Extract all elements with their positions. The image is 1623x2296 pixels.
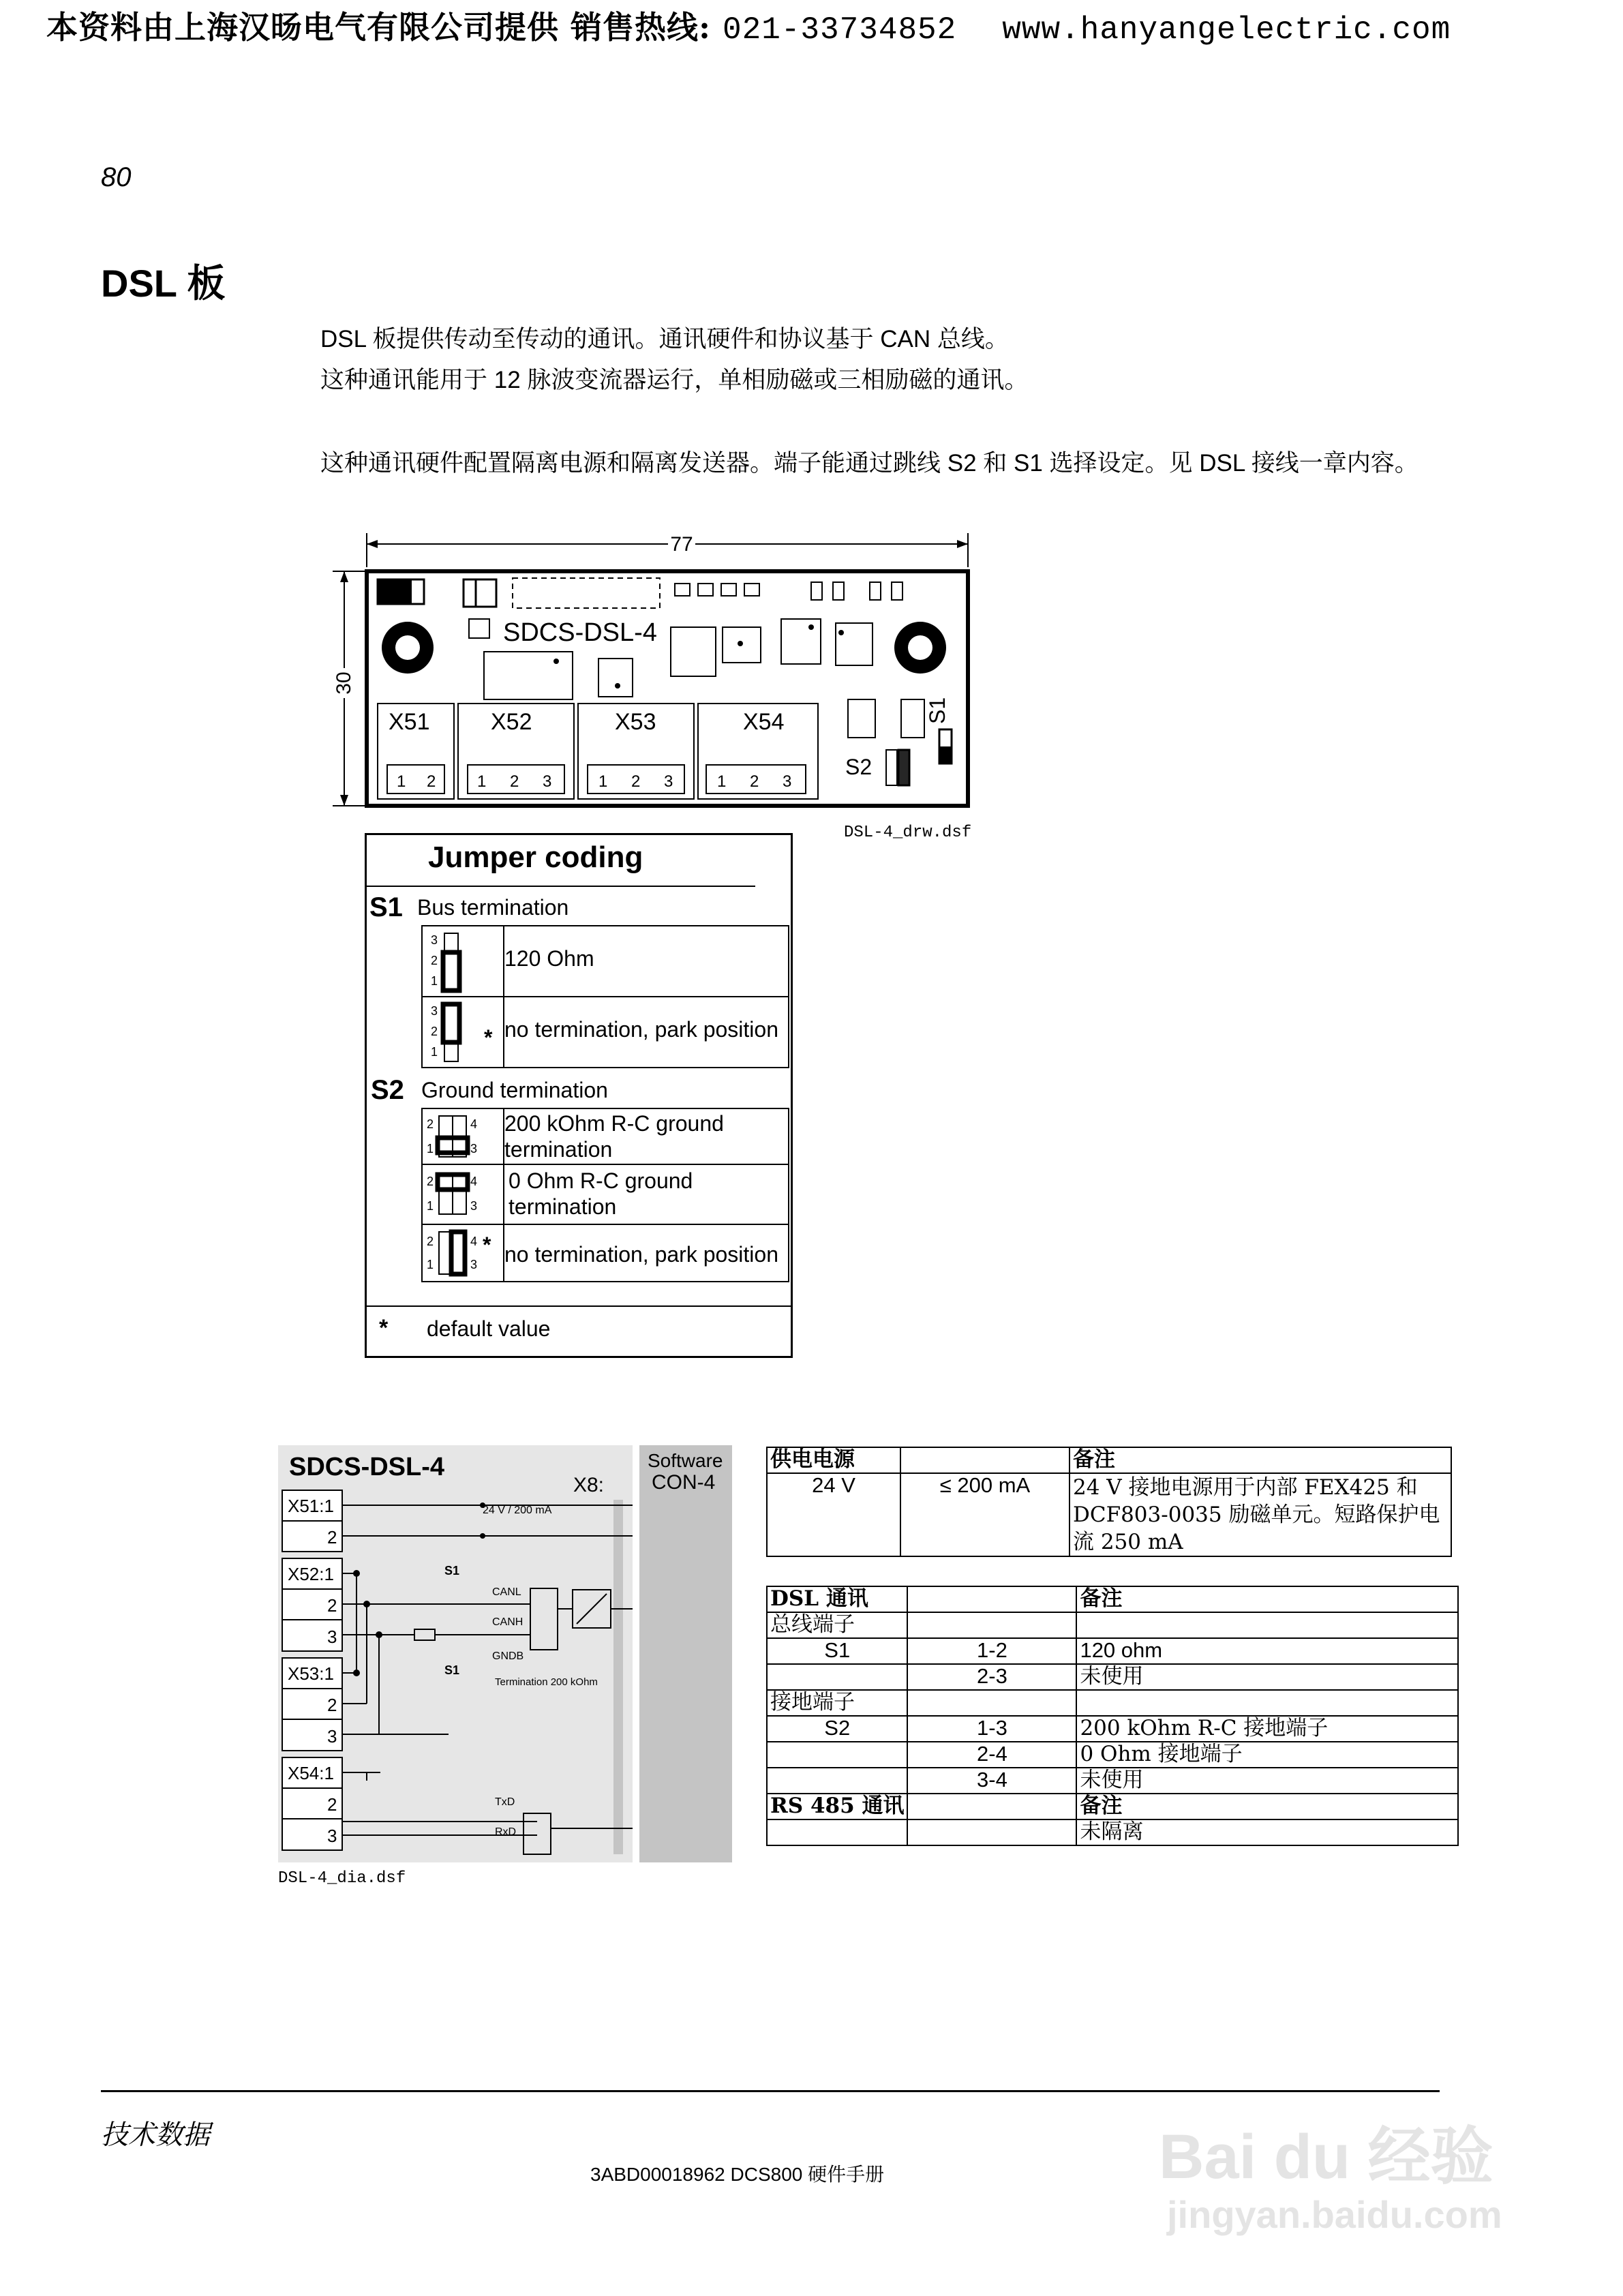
board-drawing: [320, 525, 988, 852]
table-row: S1 1-2 120 ohm: [767, 1638, 1458, 1664]
jumper-icon: [423, 1109, 503, 1165]
svg-text:2: 2: [631, 772, 641, 791]
svg-text:3: 3: [543, 772, 552, 791]
svg-text:2: 2: [427, 1175, 434, 1188]
table-row: 2-4 0 Ohm 接地端子: [767, 1742, 1458, 1768]
svg-text:1: 1: [427, 1199, 434, 1213]
footer-section: 技术数据: [101, 2120, 210, 2150]
svg-text:TxD: TxD: [495, 1796, 515, 1808]
s2-desc: Ground termination: [421, 1078, 608, 1102]
svg-text:Termination 200 kOhm: Termination 200 kOhm: [495, 1676, 598, 1688]
svg-text:1: 1: [397, 772, 406, 791]
svg-text:2: 2: [327, 1527, 337, 1547]
svg-text:2: 2: [327, 1695, 337, 1715]
svg-text:4: 4: [470, 1175, 478, 1188]
svg-text:S1: S1: [444, 1663, 460, 1677]
svg-text:S1: S1: [444, 1564, 460, 1577]
svg-text:2: 2: [510, 772, 519, 791]
svg-text:1: 1: [477, 772, 487, 791]
table-row: 3-4 未使用: [767, 1768, 1458, 1794]
svg-text:CANH: CANH: [492, 1616, 524, 1628]
paragraph-2: 这种通讯能用于 12 脉波变流器运行，单相励磁或三相励磁的通讯。: [320, 367, 1029, 393]
svg-text:GNDB: GNDB: [492, 1650, 524, 1662]
svg-text:3: 3: [327, 1726, 337, 1747]
svg-text:1: 1: [427, 1142, 434, 1155]
watermark-url: jingyan.baidu.com: [1167, 2193, 1502, 2236]
svg-text:1: 1: [598, 772, 608, 791]
dim-height: 30: [333, 671, 355, 695]
paragraph-3: 这种通讯硬件配置隔离电源和隔离发送器。端子能通过跳线 S2 和 S1 选择设定。见 DSL 接线一章内容。: [320, 450, 1419, 477]
con4-label: CON-4: [652, 1471, 716, 1494]
svg-text:3: 3: [327, 1627, 337, 1647]
connector-x51: X51: [389, 709, 430, 735]
svg-text:3: 3: [470, 1258, 478, 1271]
s1-option-120ohm: 3 2 1 120 Ohm: [421, 925, 789, 997]
jumper-icon: [423, 997, 503, 1068]
svg-text:3: 3: [470, 1142, 478, 1155]
jumper-coding-title: Jumper coding: [428, 841, 643, 874]
svg-text:1: 1: [427, 1258, 434, 1271]
svg-text:*: *: [483, 1233, 491, 1257]
svg-text:1: 1: [431, 974, 438, 988]
s2-option-200kohm: 2 1 4 3 200 kOhm R-C ground termination: [421, 1108, 789, 1165]
svg-text:CANL: CANL: [492, 1586, 521, 1598]
header-banner: [46, 3, 1451, 48]
svg-text:3: 3: [431, 1004, 438, 1018]
svg-text:3: 3: [783, 772, 792, 791]
section-title: DSL 板: [101, 262, 226, 305]
svg-text:*: *: [484, 1025, 493, 1050]
default-value-note: default value: [427, 1316, 551, 1341]
svg-text:RxD: RxD: [495, 1826, 517, 1838]
circuit-diagram-file: DSL-4_dia.dsf: [278, 1869, 406, 1888]
s1-option-park: 3 2 1 * no termination, park position: [421, 996, 789, 1068]
jumper-icon: [423, 926, 503, 997]
software-label: Software: [648, 1450, 723, 1471]
svg-text:X53:1: X53:1: [288, 1663, 334, 1684]
connector-x54: X54: [743, 709, 785, 735]
svg-text:2: 2: [427, 1117, 434, 1131]
jumper-icon: [423, 1225, 503, 1282]
svg-text:2: 2: [750, 772, 759, 791]
svg-text:2: 2: [327, 1794, 337, 1815]
s2-option-0ohm: 2 1 4 3 0 Ohm R-C ground termination: [421, 1164, 789, 1225]
connector-x53: X53: [615, 709, 656, 735]
s1-desc: Bus termination: [417, 895, 569, 920]
board-drawing-file: DSL-4_drw.dsf: [844, 824, 972, 842]
dim-width: 77: [670, 533, 693, 556]
watermark-logo: Bai du 经验: [1159, 2122, 1493, 2192]
svg-text:4: 4: [470, 1117, 478, 1131]
board-name: SDCS-DSL-4: [503, 618, 657, 647]
jumper-coding-box: Jumper coding S1 Bus termination 3 2 1 120 Ohm 3 2 1 * no termination, park position S2 Ground termination 2 1 4 3 200 kOhm R-C ground termination 2 1 4 3 0 Ohm R-C ground termination 2 1 4 3 * no termination, park position * default value: [365, 833, 793, 1358]
svg-text:4: 4: [470, 1235, 478, 1248]
footer-rule: [101, 2090, 1440, 2092]
svg-text:X51:1: X51:1: [288, 1496, 334, 1516]
s2-option-park: 2 1 4 3 * no termination, park position: [421, 1224, 789, 1282]
jumper-icon: [423, 1165, 503, 1225]
svg-text:X52:1: X52:1: [288, 1564, 334, 1584]
page-number: 80: [101, 162, 132, 192]
s1-board-label: S1: [925, 697, 950, 724]
s2-board-label: S2: [845, 755, 873, 779]
svg-text:3: 3: [664, 772, 673, 791]
x8-label: X8:: [573, 1474, 604, 1496]
svg-text:3: 3: [431, 933, 438, 947]
table-row: 2-3 未使用: [767, 1664, 1458, 1690]
svg-text:2: 2: [427, 772, 436, 791]
svg-text:2: 2: [431, 954, 438, 967]
diagram-title: SDCS-DSL-4: [289, 1453, 445, 1481]
header-company: 本资料由上海汉旸电气有限公司提供 销售热线:: [46, 9, 711, 46]
svg-text:3: 3: [327, 1826, 337, 1846]
svg-text:X54:1: X54:1: [288, 1763, 334, 1783]
svg-text:2: 2: [327, 1595, 337, 1616]
footer-doc-id: 3ABD00018962 DCS800 硬件手册: [590, 2164, 885, 2185]
header-phone: 021-33734852: [723, 12, 957, 48]
power-table: 供电电源 备注 24 V ≤ 200 mA 24 V 接地电源用于内部 FEX425 和 DCF803-0035 励磁单元。短路保护电流 250 mA: [766, 1447, 1452, 1557]
header-website: www.hanyangelectric.com: [1002, 12, 1451, 48]
svg-text:2: 2: [427, 1235, 434, 1248]
connector-x52: X52: [491, 709, 532, 735]
svg-text:24 V / 200 mA: 24 V / 200 mA: [483, 1505, 552, 1516]
paragraph-1: DSL 板提供传动至传动的通讯。通讯硬件和协议基于 CAN 总线。: [320, 326, 1009, 352]
svg-text:1: 1: [717, 772, 727, 791]
table-row: S2 1-3 200 kOhm R-C 接地端子: [767, 1716, 1458, 1742]
svg-text:2: 2: [431, 1025, 438, 1038]
comm-table: DSL 通讯 备注 总线端子 S1 1-2 120 ohm 2-3 未使用 接地端子 S2 1-3 200 kOhm R-C 接地端子 2-4 0 Ohm 接地端子 3-4 未使用 RS 485 通讯 备注 未隔离: [766, 1586, 1459, 1846]
svg-text:3: 3: [470, 1199, 478, 1213]
circuit-diagram: [278, 1445, 735, 1868]
svg-text:1: 1: [431, 1045, 438, 1059]
